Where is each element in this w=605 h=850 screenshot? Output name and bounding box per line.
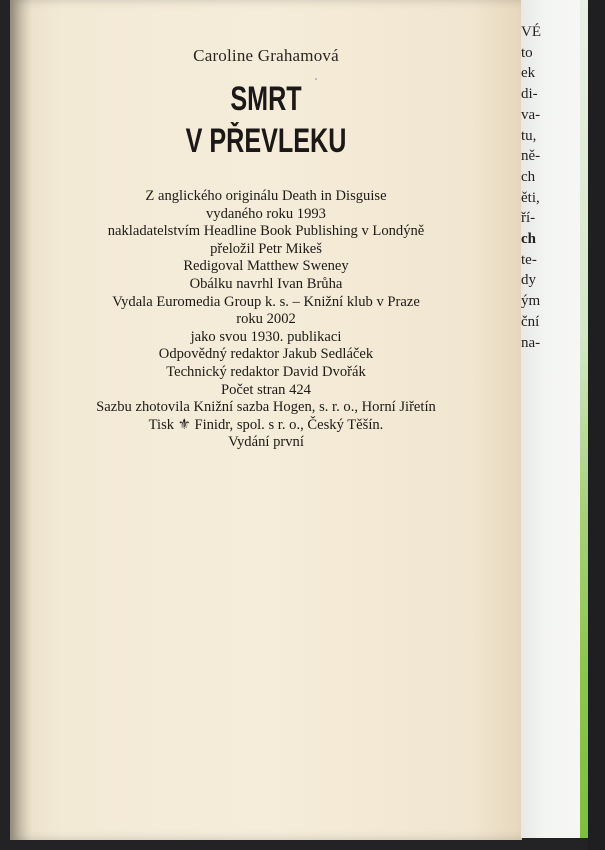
imprint-line: Redigoval Matthew Sweney — [183, 258, 349, 275]
fragment-line: VÉ — [521, 24, 541, 40]
fragment-line: na- — [521, 334, 541, 351]
background-edge — [588, 0, 605, 850]
imprint-line: nakladatelstvím Headline Book Publishing v Londýně — [107, 223, 425, 240]
cover-edge — [580, 0, 588, 838]
imprint-line: Tisk ⚜ Finidr, spol. s r. o., Český Těšín. — [148, 416, 384, 433]
right-page-edge — [521, 0, 581, 838]
fragment-line: to — [521, 44, 533, 61]
imprint-line: Vydala Euromedia Group k. s. – Knižní klub v Praze — [112, 293, 420, 310]
imprint-line: Odpovědný redaktor Jakub Sedláček — [158, 346, 374, 363]
fragment-line: ční — [521, 313, 540, 330]
fragment-line: tu, — [521, 127, 537, 144]
author-name: Caroline Grahamová — [193, 46, 339, 65]
imprint-line: Sazbu zhotovila Knižní sazba Hogen, s. r. o., Horní Jiřetín — [96, 399, 436, 416]
fragment-line: ěti, — [521, 189, 540, 206]
fragment-line: ým — [521, 293, 541, 310]
imprint-line: Počet stran 424 — [221, 381, 311, 398]
imprint-line: roku 2002 — [236, 311, 296, 328]
fragment-line: ch — [521, 231, 536, 248]
imprint-line: Z anglického originálu Death in Disguise — [145, 188, 387, 204]
fragment-line: dy — [521, 272, 536, 289]
imprint-line: Obálku navrhl Ivan Brůha — [189, 275, 343, 292]
imprint-line: přeložil Petr Mikeš — [210, 240, 322, 257]
fragment-line: te- — [521, 251, 537, 268]
imprint-block — [10, 188, 522, 452]
imprint-line: Vydání první — [228, 434, 304, 451]
imprint-line: jako svou 1930. publikaci — [190, 328, 342, 345]
fragment-line: va- — [521, 106, 541, 123]
imprint-line: Technický redaktor David Dvořák — [166, 363, 366, 380]
book-title-line-2: V PŘEVLEKU — [185, 122, 347, 160]
book-title-line-1: SMRT — [230, 80, 302, 118]
right-page-text-fragments — [521, 22, 581, 353]
fragment-line: ně- — [521, 148, 541, 165]
imprint-line: vydaného roku 1993 — [206, 205, 326, 222]
fragment-line: ek — [521, 65, 536, 82]
fragment-line: ří- — [521, 210, 536, 227]
fragment-line: ch — [521, 168, 536, 185]
fragment-line: di- — [521, 86, 538, 103]
